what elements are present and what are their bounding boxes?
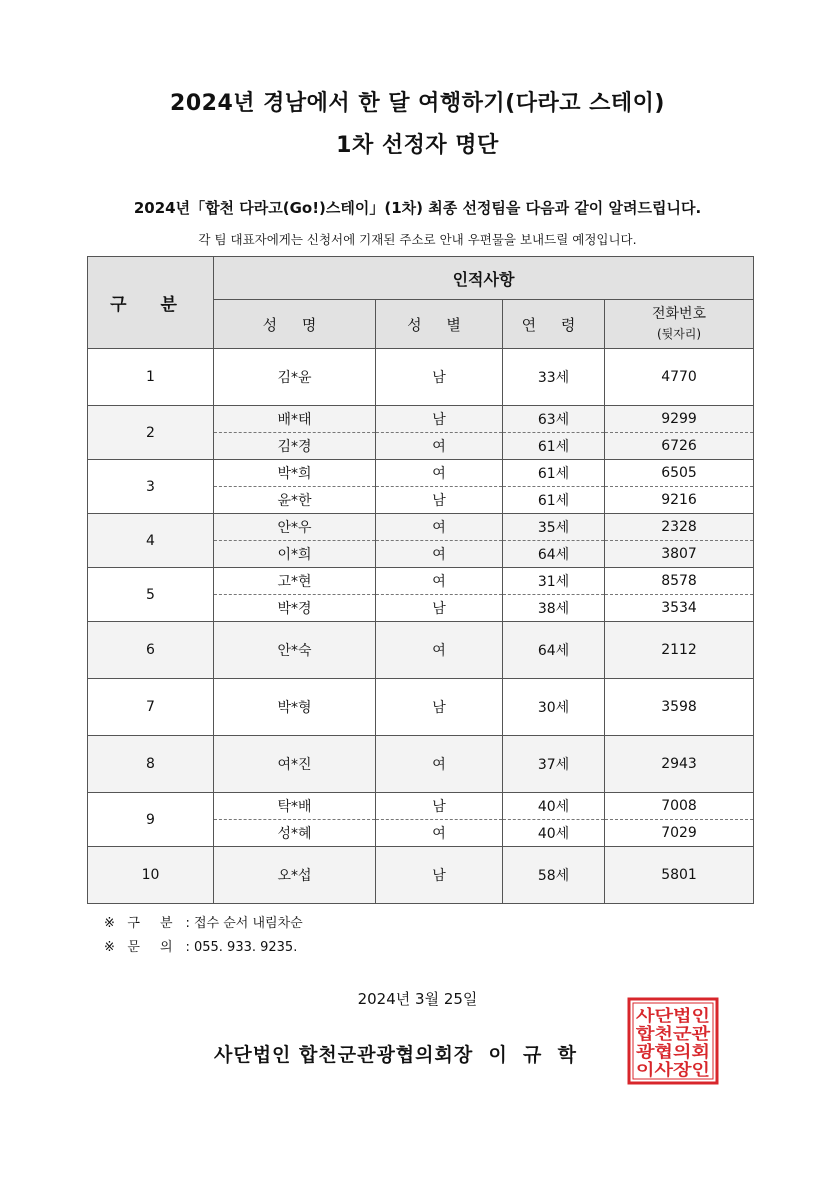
cell-name: 성*혜 bbox=[214, 820, 376, 847]
cell-gender: 여 bbox=[376, 736, 503, 793]
table-row bbox=[88, 847, 754, 904]
cell-age: 37세 bbox=[503, 736, 605, 793]
header-phone bbox=[605, 300, 754, 349]
cell-gender: 남 bbox=[376, 595, 503, 622]
group-number: 10 bbox=[88, 847, 214, 904]
cell-gender: 여 bbox=[376, 460, 503, 487]
cell-phone: 7029 bbox=[605, 820, 754, 847]
cell-age: 33세 bbox=[503, 349, 605, 406]
cell-gender: 남 bbox=[376, 847, 503, 904]
cell-gender: 남 bbox=[376, 487, 503, 514]
signature-line bbox=[214, 1040, 577, 1067]
header-name: 성 명 bbox=[214, 300, 376, 349]
cell-phone: 2112 bbox=[605, 622, 754, 679]
seal-lettering: 합천군관 bbox=[634, 1024, 711, 1043]
note-text: : 055. 933. 9235. bbox=[185, 940, 298, 955]
header-group-number: 구 분 bbox=[88, 257, 214, 349]
cell-name: 안*숙 bbox=[214, 622, 376, 679]
note-text: : 접수 순서 내림차순 bbox=[185, 916, 303, 931]
cell-age: 31세 bbox=[503, 568, 605, 595]
cell-gender: 남 bbox=[376, 679, 503, 736]
group-number: 7 bbox=[88, 679, 214, 736]
note-label: 문 의 bbox=[127, 940, 181, 955]
group-number: 6 bbox=[88, 622, 214, 679]
cell-name: 박*경 bbox=[214, 595, 376, 622]
group-number: 3 bbox=[88, 460, 214, 514]
footnote-contact bbox=[104, 936, 303, 960]
group-number: 2 bbox=[88, 406, 214, 460]
cell-name: 윤*한 bbox=[214, 487, 376, 514]
footnotes bbox=[104, 912, 303, 960]
cell-phone: 3534 bbox=[605, 595, 754, 622]
group-number: 4 bbox=[88, 514, 214, 568]
footnote-order bbox=[104, 912, 303, 936]
table-body bbox=[88, 349, 754, 904]
issue-date: 2024년 3월 25일 bbox=[357, 990, 478, 1008]
cell-age: 64세 bbox=[503, 541, 605, 568]
cell-name: 박*형 bbox=[214, 679, 376, 736]
cell-phone: 4770 bbox=[605, 349, 754, 406]
table-row bbox=[88, 406, 754, 433]
cell-age: 61세 bbox=[503, 433, 605, 460]
group-number: 1 bbox=[88, 349, 214, 406]
cell-age: 63세 bbox=[503, 406, 605, 433]
cell-age: 64세 bbox=[503, 622, 605, 679]
selection-table bbox=[87, 256, 754, 904]
cell-phone: 6505 bbox=[605, 460, 754, 487]
group-number: 5 bbox=[88, 568, 214, 622]
cell-age: 61세 bbox=[503, 487, 605, 514]
cell-name: 이*희 bbox=[214, 541, 376, 568]
header-age: 연 령 bbox=[503, 300, 605, 349]
cell-name: 김*윤 bbox=[214, 349, 376, 406]
cell-phone: 3598 bbox=[605, 679, 754, 736]
seal-lettering: 광협의회 bbox=[636, 1042, 710, 1061]
table-row bbox=[88, 736, 754, 793]
cell-gender: 여 bbox=[376, 622, 503, 679]
cell-phone: 2943 bbox=[605, 736, 754, 793]
cell-gender: 여 bbox=[376, 541, 503, 568]
signature-text: 사단법인 합천군관광협의회장 이 규 학 bbox=[214, 1044, 577, 1066]
cell-gender: 남 bbox=[376, 349, 503, 406]
cell-name: 김*경 bbox=[214, 433, 376, 460]
cell-gender: 남 bbox=[376, 793, 503, 820]
table-row bbox=[88, 622, 754, 679]
cell-name: 배*태 bbox=[214, 406, 376, 433]
document-subtitle: 1차 선정자 명단 bbox=[336, 133, 499, 158]
cell-age: 40세 bbox=[503, 793, 605, 820]
cell-age: 35세 bbox=[503, 514, 605, 541]
cell-phone: 7008 bbox=[605, 793, 754, 820]
cell-gender: 여 bbox=[376, 568, 503, 595]
table-row bbox=[88, 514, 754, 541]
cell-age: 38세 bbox=[503, 595, 605, 622]
cell-age: 40세 bbox=[503, 820, 605, 847]
header-phone-label: 전화번호 bbox=[651, 306, 707, 322]
cell-phone: 3807 bbox=[605, 541, 754, 568]
cell-phone: 8578 bbox=[605, 568, 754, 595]
cell-gender: 여 bbox=[376, 514, 503, 541]
table-row bbox=[88, 679, 754, 736]
cell-name: 여*진 bbox=[214, 736, 376, 793]
cell-phone: 9216 bbox=[605, 487, 754, 514]
cell-name: 탁*배 bbox=[214, 793, 376, 820]
official-seal bbox=[627, 997, 719, 1085]
table-row bbox=[88, 793, 754, 820]
note-mark: ※ bbox=[104, 940, 115, 955]
group-number: 8 bbox=[88, 736, 214, 793]
cell-age: 58세 bbox=[503, 847, 605, 904]
table-row bbox=[88, 568, 754, 595]
document-title: 2024년 경남에서 한 달 여행하기(다라고 스테이) bbox=[170, 91, 665, 116]
seal-lettering: 사단법인 bbox=[634, 1006, 710, 1025]
cell-phone: 5801 bbox=[605, 847, 754, 904]
cell-age: 61세 bbox=[503, 460, 605, 487]
table-row bbox=[88, 349, 754, 406]
cell-name: 오*섭 bbox=[214, 847, 376, 904]
note-label: 구 분 bbox=[127, 916, 181, 931]
seal-lettering: 이사장인 bbox=[636, 1060, 710, 1079]
cell-gender: 여 bbox=[376, 820, 503, 847]
header-phone-sub: (뒷자리) bbox=[656, 327, 702, 341]
cell-name: 고*현 bbox=[214, 568, 376, 595]
cell-phone: 6726 bbox=[605, 433, 754, 460]
intro-text: 2024년「합천 다라고(Go!)스테이」(1차) 최종 선정팀을 다음과 같이 알려드립니다. bbox=[133, 199, 702, 217]
note-mark: ※ bbox=[104, 916, 115, 931]
cell-name: 안*우 bbox=[214, 514, 376, 541]
cell-age: 30세 bbox=[503, 679, 605, 736]
cell-phone: 9299 bbox=[605, 406, 754, 433]
cell-name: 박*희 bbox=[214, 460, 376, 487]
cell-gender: 여 bbox=[376, 433, 503, 460]
cell-phone: 2328 bbox=[605, 514, 754, 541]
group-number: 9 bbox=[88, 793, 214, 847]
cell-gender: 남 bbox=[376, 406, 503, 433]
delivery-note: 각 팀 대표자에게는 신청서에 기재된 주소로 안내 우편물을 보내드릴 예정입니다. bbox=[198, 232, 637, 247]
table-row bbox=[88, 460, 754, 487]
header-personal-info: 인적사항 bbox=[214, 257, 754, 300]
header-gender: 성 별 bbox=[376, 300, 503, 349]
